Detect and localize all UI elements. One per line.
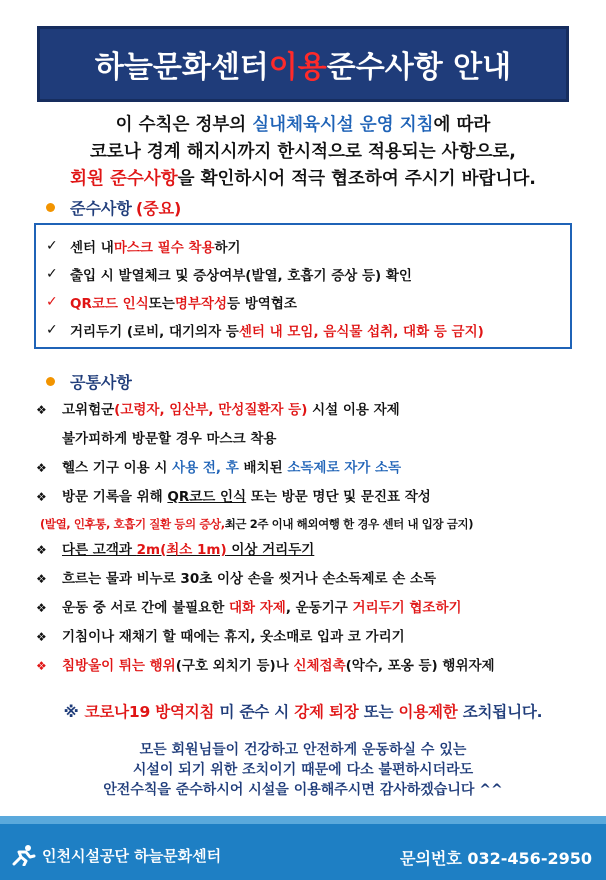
compliance-item-text: 거리두기 (로비, 대기의자 등 bbox=[70, 324, 239, 340]
list-item-continuation: 불가피하게 방문할 경우 마스크 착용 bbox=[62, 431, 277, 447]
list-item-emphasis: 소독제로 자가 소독 bbox=[287, 460, 402, 476]
list-item bbox=[36, 537, 596, 566]
title-part1: 하늘문화센터 bbox=[94, 50, 269, 85]
list-item-text: (악수, 포옹 등) 행위자제 bbox=[345, 658, 495, 674]
list-item-text: (구호 외치기 등)나 bbox=[175, 658, 294, 674]
intro-line-2: 코로나 경계 해지시까지 한시적으로 적용되는 사항으로, bbox=[90, 142, 516, 162]
list-item-emphasis: (고령자, 임산부, 만성질환자 등) bbox=[114, 402, 308, 418]
compliance-item-text: 등 방역협조 bbox=[227, 296, 297, 312]
footer-org-name: 인천시설공단 하늘문화센터 bbox=[42, 846, 222, 865]
list-item-emphasis: 사용 전, 후 bbox=[172, 460, 239, 476]
closing-line-3: 안전수칙을 준수하시어 시설을 이용해주시면 감사하겠습니다 ^^ bbox=[103, 782, 503, 798]
runner-logo-icon bbox=[10, 844, 36, 866]
list-item-emphasis: 2m(최소 1m) bbox=[136, 542, 227, 558]
list-item-text: 고위험군 bbox=[62, 402, 115, 418]
closing-message bbox=[0, 740, 606, 800]
list-item-text: 배치된 bbox=[238, 460, 288, 476]
intro-line-3 bbox=[0, 166, 606, 193]
warning-emphasis: 이용제한 bbox=[398, 703, 458, 721]
compliance-item-text: 또는 bbox=[148, 296, 175, 312]
title-highlight: 이용 bbox=[268, 50, 327, 85]
compliance-heading bbox=[46, 196, 181, 219]
intro-line3-rules: 회원 준수사항 bbox=[70, 169, 178, 189]
list-item-note bbox=[36, 513, 596, 537]
list-item-text: 흐르는 물과 비누로 30초 이상 손을 씻거나 손소독제로 손 소독 bbox=[62, 571, 437, 587]
warning-text: 조치됩니다. bbox=[457, 703, 543, 721]
common-list bbox=[36, 397, 596, 682]
compliance-item bbox=[46, 260, 570, 288]
list-item-emphasis: 신체접촉 bbox=[293, 658, 346, 674]
compliance-item-text: 하기 bbox=[214, 240, 241, 256]
closing-line-2: 시설이 되기 위한 조치이기 때문에 다소 불편하시더라도 bbox=[132, 762, 474, 778]
compliance-box bbox=[34, 223, 572, 349]
bullet-dot-icon bbox=[46, 377, 55, 386]
diamond-bullet-icon: ❖ bbox=[36, 659, 47, 673]
intro-line3-b: 을 확인하시어 적극 협조하여 주시기 바랍니다. bbox=[177, 169, 536, 189]
diamond-bullet-icon: ❖ bbox=[36, 461, 47, 475]
list-item-text: 기침이나 재채기 할 때에는 휴지, 옷소매로 입과 코 가리기 bbox=[62, 629, 405, 645]
list-item-text: 헬스 기구 이용 시 bbox=[62, 460, 173, 476]
list-item-emphasis: 침방울이 튀는 행위 bbox=[62, 658, 176, 674]
warning-text: 미 준수 시 bbox=[214, 703, 295, 721]
list-item-text: 다른 고객과 bbox=[62, 542, 137, 558]
diamond-bullet-icon: ❖ bbox=[36, 601, 47, 615]
compliance-item-text: 출입 시 발열체크 및 증상여부(발열, 호흡기 증상 등) 확인 bbox=[70, 268, 412, 284]
diamond-bullet-icon: ❖ bbox=[36, 543, 47, 557]
list-item bbox=[36, 484, 596, 513]
diamond-bullet-icon: ❖ bbox=[36, 490, 47, 504]
compliance-item-emphasis: 센터 내 모임, 음식물 섭취, 대화 등 금지) bbox=[238, 324, 484, 340]
footer-logo bbox=[10, 844, 221, 866]
diamond-bullet-icon: ❖ bbox=[36, 572, 47, 586]
compliance-heading-label: 준수사항 bbox=[70, 199, 132, 218]
list-item-text: 시설 이용 자제 bbox=[307, 402, 400, 418]
compliance-item bbox=[46, 232, 570, 260]
compliance-item bbox=[46, 288, 570, 316]
intro-line1-c: 에 따라 bbox=[433, 115, 491, 135]
common-heading-label: 공통사항 bbox=[70, 373, 132, 392]
list-item-underlined: QR코드 인식 bbox=[167, 489, 247, 505]
closing-line-1: 모든 회원님들이 건강하고 안전하게 운동하실 수 있는 bbox=[139, 742, 467, 758]
warning-text: 또는 bbox=[358, 703, 399, 721]
page-title bbox=[37, 26, 569, 102]
common-heading bbox=[46, 370, 132, 393]
reference-mark-icon: ※ bbox=[63, 703, 79, 721]
list-item-text: 또는 방문 명단 및 문진표 작성 bbox=[246, 489, 431, 505]
check-icon: ✓ bbox=[46, 294, 58, 310]
list-item-text: 이상 거리두기 bbox=[226, 542, 315, 558]
compliance-item-text: 센터 내 bbox=[70, 240, 114, 256]
note-emphasis: (발열, 인후통, 호흡기 질환 등의 증상, bbox=[40, 517, 225, 531]
diamond-bullet-icon: ❖ bbox=[36, 630, 47, 644]
diamond-bullet-icon: ❖ bbox=[36, 403, 47, 417]
list-item bbox=[36, 624, 596, 653]
list-item-text: 방문 기록을 위해 bbox=[62, 489, 168, 505]
list-item-emphasis: 대화 자제 bbox=[228, 600, 286, 616]
list-item bbox=[36, 595, 596, 624]
footer-contact-number: 문의번호 032-456-2950 bbox=[399, 849, 592, 868]
intro-line-1 bbox=[0, 112, 606, 139]
check-icon: ✓ bbox=[46, 238, 58, 254]
footer bbox=[0, 816, 606, 880]
list-item-emphasis: 거리두기 협조하기 bbox=[352, 600, 462, 616]
intro-line1-guideline: 실내체육시설 운영 지침 bbox=[252, 115, 434, 135]
check-icon: ✓ bbox=[46, 266, 58, 282]
compliance-item-emphasis: 마스크 필수 착용 bbox=[113, 240, 215, 256]
intro-text bbox=[0, 112, 606, 193]
warning-notice bbox=[0, 700, 606, 722]
compliance-heading-tag: (중요) bbox=[135, 199, 182, 218]
compliance-item bbox=[46, 316, 570, 344]
compliance-item-emphasis: 명부작성 bbox=[174, 296, 228, 312]
check-icon: ✓ bbox=[46, 322, 58, 338]
warning-emphasis: 강제 퇴장 bbox=[294, 703, 359, 721]
warning-emphasis: 코로나19 방역지침 bbox=[84, 703, 215, 721]
list-item bbox=[36, 653, 596, 682]
list-item-text: 운동 중 서로 간에 불필요한 bbox=[62, 600, 229, 616]
compliance-item-emphasis: QR코드 인식 bbox=[70, 296, 149, 312]
list-item bbox=[36, 455, 596, 484]
list-item bbox=[36, 397, 596, 426]
list-item bbox=[36, 566, 596, 595]
note-text: 최근 2주 이내 해외여행 한 경우 센터 내 입장 금지) bbox=[224, 517, 474, 531]
title-part2: 준수사항 안내 bbox=[326, 50, 512, 85]
list-item-text: , 운동기구 bbox=[285, 600, 353, 616]
intro-line1-a: 이 수칙은 정부의 bbox=[115, 115, 253, 135]
bullet-dot-icon bbox=[46, 203, 55, 212]
